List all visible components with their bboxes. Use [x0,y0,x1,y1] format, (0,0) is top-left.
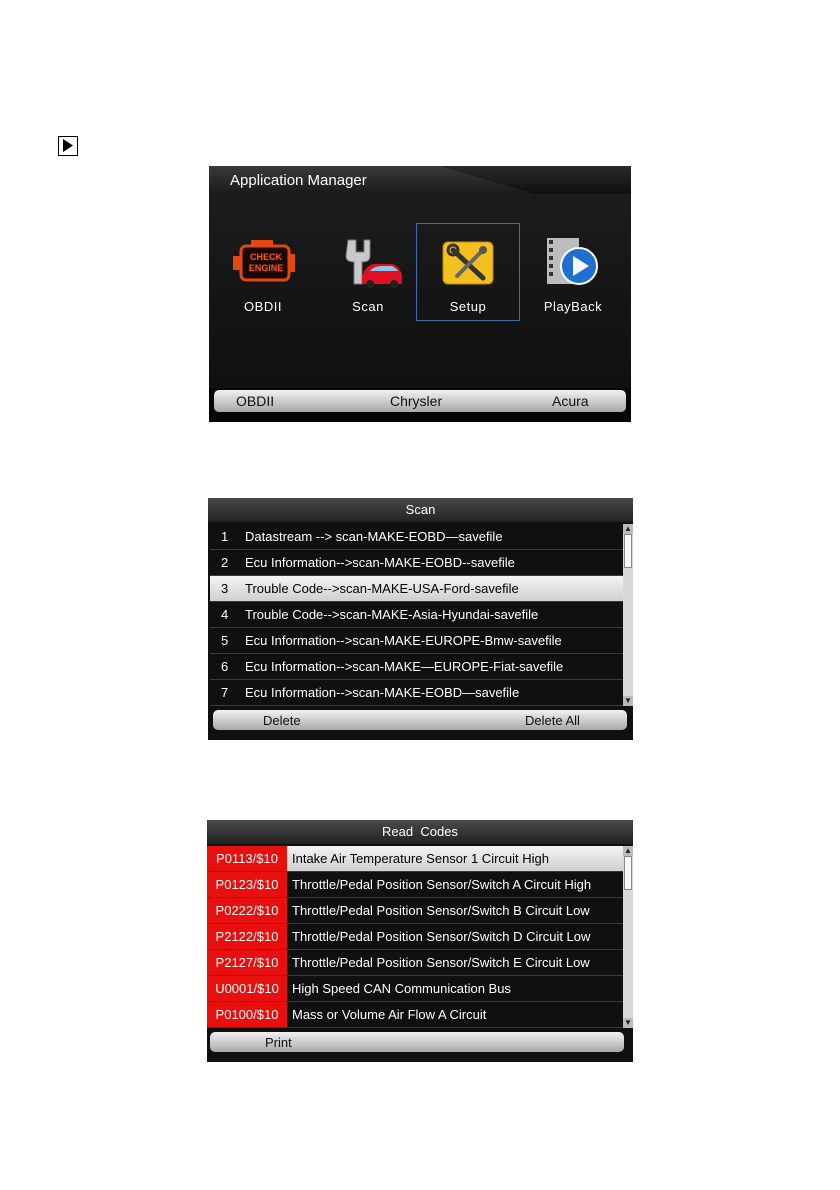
screen-title: Application Manager [230,172,367,189]
app-label-scan: Scan [352,299,384,314]
check-engine-icon [233,238,293,288]
obdii-button[interactable]: OBDII [236,393,275,409]
title-bar [209,166,631,194]
app-label-setup: Setup [449,299,487,314]
dtc-description: Mass or Volume Air Flow A Circuit [292,1007,487,1022]
scan-car-icon [338,238,398,288]
bottom-bar [210,1032,624,1052]
list-item[interactable]: 5 Ecu Information-->scan-MAKE-EUROPE-Bmw-savefile [210,628,623,654]
scan-file-list [210,524,623,706]
list-item[interactable]: 2 Ecu Information-->scan-MAKE-EOBD--savefile [210,550,623,576]
scroll-down-icon[interactable]: ▼ [624,1018,632,1027]
list-item[interactable]: 7 Ecu Information-->scan-MAKE-EOBD—savefile [210,680,623,706]
dtc-code: P0113/$10 [207,846,287,871]
read-codes-title: Read Codes [207,820,633,844]
dtc-description: Throttle/Pedal Position Sensor/Switch B Circuit Low [292,903,590,918]
list-item[interactable]: 6 Ecu Information-->scan-MAKE—EUROPE-Fiat-savefile [210,654,623,680]
scrollbar[interactable] [623,846,633,1028]
dtc-description: Throttle/Pedal Position Sensor/Switch D Circuit Low [292,929,591,944]
app-obdii[interactable] [211,224,315,322]
acura-button[interactable]: Acura [552,393,589,409]
delete-all-button[interactable]: Delete All [525,713,580,728]
list-item[interactable]: 4 Trouble Code-->scan-MAKE-Asia-Hyundai-savefile [210,602,623,628]
check-label: CHECK [249,252,282,262]
code-row-selected[interactable] [207,846,623,872]
dtc-code: P0123/$10 [207,872,287,897]
code-row[interactable] [207,898,623,924]
dtc-description: High Speed CAN Communication Bus [292,981,511,996]
scroll-thumb[interactable] [624,534,632,568]
delete-button[interactable]: Delete [263,713,301,728]
app-grid [209,194,631,388]
bottom-bar [213,710,627,730]
code-row[interactable] [207,1002,623,1028]
scrollbar[interactable] [623,524,633,706]
list-item[interactable]: 1 Datastream --> scan-MAKE-EOBD—savefile [210,524,623,550]
app-scan[interactable] [316,224,420,322]
list-item-selected[interactable]: 3 Trouble Code-->scan-MAKE-USA-Ford-savefile [210,576,623,602]
setup-tools-icon [439,238,499,288]
scroll-thumb[interactable] [624,856,632,890]
dtc-description: Throttle/Pedal Position Sensor/Switch E Circuit Low [292,955,590,970]
scroll-up-icon[interactable]: ▲ [624,846,632,855]
read-codes-screen [207,820,633,1062]
app-playback[interactable] [521,224,625,322]
dtc-description: Throttle/Pedal Position Sensor/Switch A Circuit High [292,877,592,892]
application-manager-screen [209,166,631,422]
code-row[interactable] [207,872,623,898]
scroll-down-icon[interactable]: ▼ [624,696,632,705]
code-row[interactable] [207,950,623,976]
dtc-description: Intake Air Temperature Sensor 1 Circuit High [292,851,549,866]
dtc-code: P2127/$10 [207,950,287,975]
scan-title: Scan [208,498,633,522]
play-bullet-icon [58,136,78,156]
chrysler-button[interactable]: Chrysler [390,393,443,409]
print-button[interactable]: Print [265,1035,292,1050]
dtc-code: P0100/$10 [207,1002,287,1027]
dtc-code: P2122/$10 [207,924,287,949]
code-row[interactable] [207,924,623,950]
scan-screen [208,498,633,740]
dtc-code: P0222/$10 [207,898,287,923]
bottom-bar [214,390,626,412]
scroll-up-icon[interactable]: ▲ [624,524,632,533]
app-setup[interactable] [416,223,520,321]
engine-label: ENGINE [248,263,284,273]
app-label-obdii: OBDII [244,299,282,314]
trouble-code-list [207,846,623,1028]
playback-icon [543,238,603,288]
dtc-code: U0001/$10 [207,976,287,1001]
app-label-playback: PlayBack [543,299,603,314]
code-row[interactable] [207,976,623,1002]
